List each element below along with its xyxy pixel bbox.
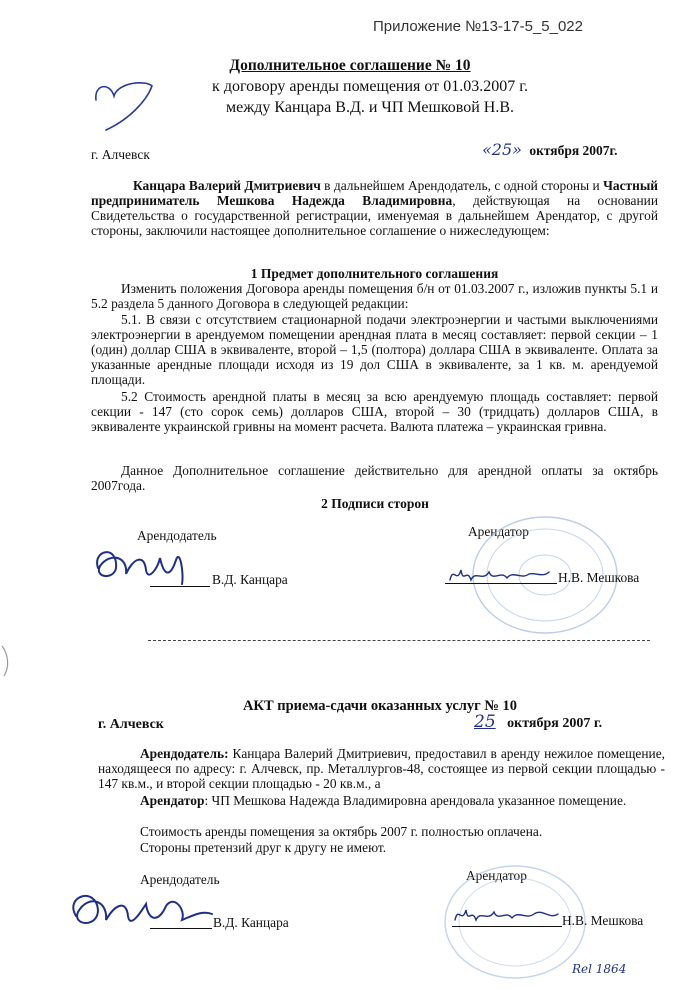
section-1-clause-5-1: 5.1. В связи с отсутствием стационарной подачи электроэнергии и частыми выключениями электроэнергии в арендуемом помещении арендная плата в месяц составляет: первой секции – 1 (один) доллар США в эквиваленте, второй – 1,5 (полтора) доллара США в эквиваленте. Оплата за указанные арендные площади исходя из 19 дол США в эквиваленте, за 1 кв. м. арендуемой площади. [91,312,658,387]
act-landlord-label: Арендодатель [140,872,220,887]
act-landlord-text: Канцара Валерий Дмитриевич, предоставил в аренду нежилое помещение, находящееся по адресу: г. Алчевск, пр. Металлургов-48, состоящее из первой секции площадью - 147 кв.м., и второй секции площадью - 20 кв.м., а [98,746,665,791]
section-1-clause-5-2: 5.2 Стоимость арендной платы в месяц за всю арендуемую площадь составляет: первой секции - 147 (сто сорок семь) долларов США, второй – 30 (тридцать) долларов США, в эквиваленте украинской гривны на момент расчета. Валюта платежа – украинская гривна. [91,389,658,434]
handwritten-note: Rel 1864 [572,962,627,976]
landlord-name-2: В.Д. Канцара [213,915,289,930]
appendix-label: Приложение №13-17-5_5_022 [373,18,583,35]
act-date-day: 25 [474,712,496,732]
act-landlord-bold: Арендодатель: [140,746,229,761]
landlord-full-name: Канцара Валерий Дмитриевич [133,178,321,193]
landlord-signature-1-icon [88,538,198,588]
landlord-sign-line-1 [150,586,210,587]
tenant-label: Арендатор [468,524,529,539]
act-tenant-label: Арендатор [466,868,527,883]
act-landlord-paragraph [98,746,665,791]
tenant-sign-line-1 [445,583,557,584]
act-paid-paragraph: Стоимость аренды помещения за октябрь 2007 г. полностью оплачена. [140,824,543,839]
section-1-paragraph-1: Изменить положения Договора аренды помещения б/н от 01.03.2007 г., изложив пункты 5.1 и 5.2 раздела 5 данного Договора в следующей редакции: [91,281,658,311]
act-date [474,712,602,732]
section-2-title: 2 Подписи сторон [321,496,429,511]
act-tenant-text: : ЧП Мешкова Надежда Владимировна арендовала указанное помещение. [204,793,627,808]
act-city: г. Алчевск [98,717,164,732]
heart-mark-icon [88,78,158,133]
act-tenant-paragraph [98,793,665,808]
act-claims-paragraph: Стороны претензий друг к другу не имеют. [140,840,387,855]
agreement-subtitle-1: к договору аренды помещения от 01.03.2007 г. [212,78,528,95]
agreement-date [482,140,618,159]
section-separator [148,640,650,641]
tenant-signature-1-icon [445,560,555,590]
intro-text-2: , действующая на основании Свидетельства о государственной регистрации, именуемая в дальнейшем Арендатор, с другой стороны, заключили настоящее дополнительное соглашение о нижеследующем: [91,193,658,238]
act-date-rest: октября 2007 г. [507,716,603,731]
act-title: АКТ приема-сдачи оказанных услуг № 10 [242,698,518,714]
agreement-intro [91,178,658,238]
section-1-title: 1 Предмет дополнительного соглашения [250,266,499,281]
tenant-name-1: Н.В. Мешкова [558,570,640,585]
margin-mark-icon [0,640,20,680]
agreement-city: г. Алчевск [91,147,150,162]
landlord-name-1: В.Д. Канцара [212,572,288,587]
intro-text-1: в дальнейшем Арендодатель, с одной стороны и [320,178,604,193]
agreement-date-rest: октября 2007г. [529,143,618,158]
tenant-name-2: Н.В. Мешкова [562,913,644,928]
agreement-title: Дополнительное соглашение № 10 [229,57,471,74]
landlord-label: Арендодатель [137,528,217,543]
agreement-subtitle-2: между Канцара В.Д. и ЧП Мешковой Н.В. [225,99,515,116]
tenant-full-name: Частный предприниматель Мешкова Надежда Владимировна [91,178,658,208]
tenant-sign-line-2 [452,926,562,927]
validity-paragraph: Данное Дополнительное соглашение действительно для арендной оплаты за октябрь 2007года. [91,463,658,493]
landlord-sign-line-2 [150,928,212,929]
agreement-date-day: «25» [482,140,522,159]
landlord-signature-2-icon [62,880,222,940]
act-tenant-bold: Арендатор [140,793,205,808]
